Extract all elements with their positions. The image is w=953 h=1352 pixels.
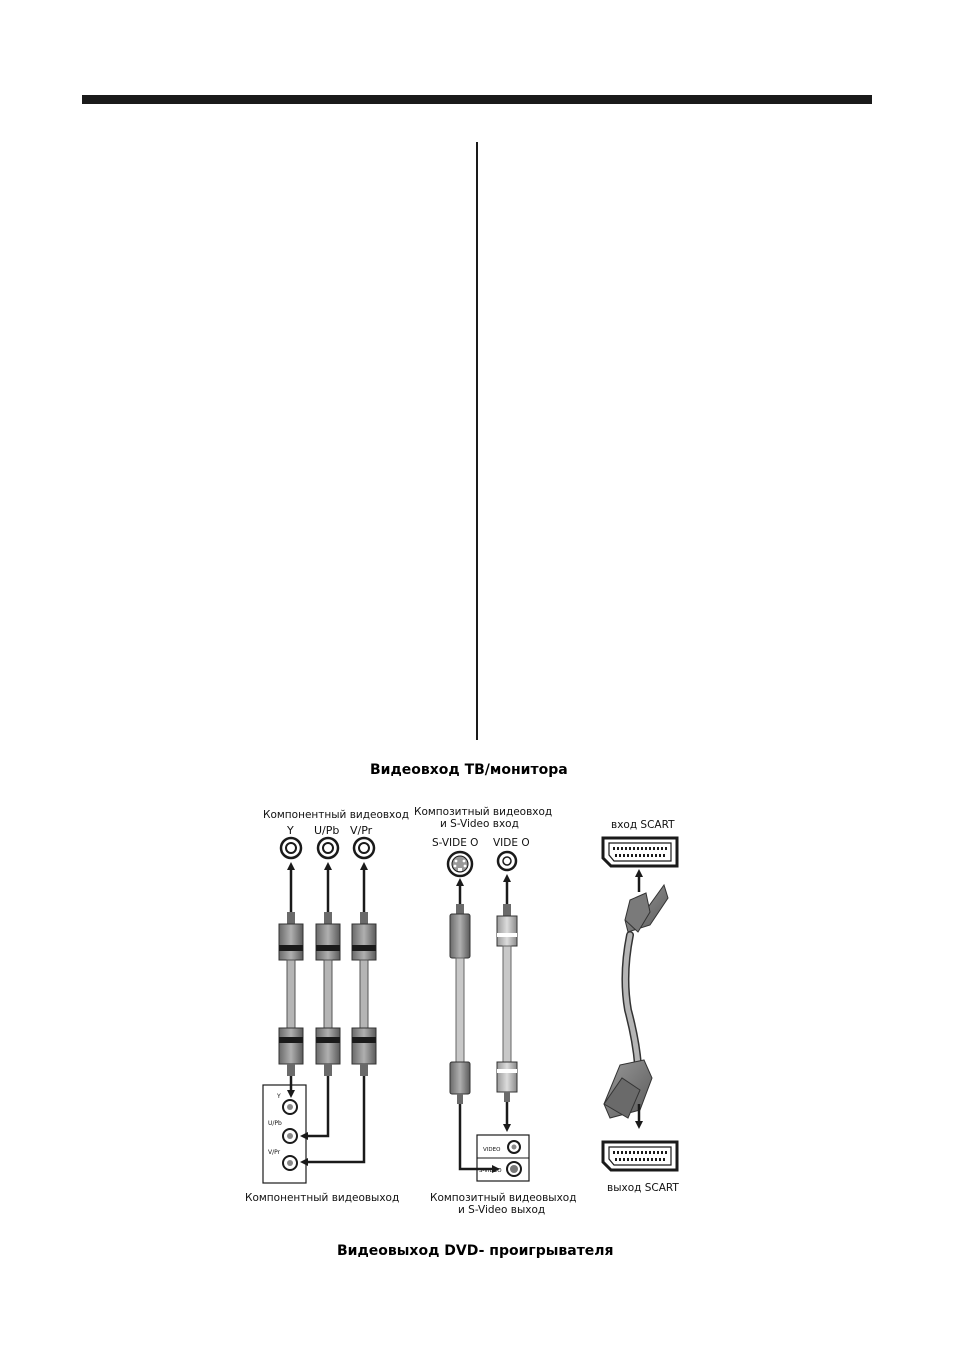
component-out-jack-vpr — [283, 1156, 297, 1170]
svideo-jack-icon — [448, 852, 472, 876]
composite-jack-svideo-label: S-VIDE O — [432, 837, 479, 849]
composite-output-title-2: и S-Video выход — [458, 1204, 546, 1216]
composite-out-svideo-label: S-VIDEO — [479, 1168, 502, 1174]
component-cable-upb — [316, 912, 340, 1076]
scart-input-label: вход SCART — [611, 819, 675, 831]
composite-output-title-1: Композитный видеовыход — [430, 1192, 577, 1204]
component-out-arrow-upb — [304, 1076, 328, 1136]
component-input-title: Компонентный видеовход — [263, 809, 409, 821]
component-jack-y-label: Y — [287, 824, 294, 837]
component-cable-vpr — [352, 912, 376, 1076]
composite-out-video-jack — [508, 1141, 520, 1153]
composite-out-video-label: VIDEO — [483, 1147, 501, 1153]
scart-cable — [604, 885, 668, 1118]
composite-input-title-1: Композитный видеовход — [414, 806, 553, 818]
scart-output-socket — [603, 1142, 677, 1170]
composite-input-title-2: и S-Video вход — [440, 818, 519, 830]
component-out-vpr-label: V/Pr — [268, 1149, 281, 1156]
svideo-cable — [450, 904, 470, 1104]
component-out-jack-upb — [283, 1129, 297, 1143]
component-jack-upb — [318, 838, 338, 858]
component-jack-upb-label: U/Pb — [314, 824, 340, 837]
component-out-y-label: Y — [277, 1093, 281, 1100]
scart-input-socket — [603, 838, 677, 866]
component-jack-vpr-label: V/Pr — [350, 824, 373, 837]
component-jack-y — [281, 838, 301, 858]
tv-input-heading: Видеовход ТВ/монитора — [370, 762, 568, 778]
composite-jack-video-label: VIDE O — [493, 837, 530, 849]
scart-output-label: выход SCART — [607, 1182, 679, 1194]
component-out-arrow-vpr — [304, 1076, 364, 1162]
component-cable-y — [279, 912, 303, 1076]
component-output-title: Компонентный видеовыход — [245, 1192, 400, 1204]
component-out-upb-label: U/Pb — [268, 1120, 282, 1127]
component-out-jack-y — [283, 1100, 297, 1114]
dvd-output-heading: Видеовыход DVD- проигрывателя — [337, 1243, 614, 1259]
composite-out-svideo-jack — [507, 1162, 521, 1176]
component-jack-vpr — [354, 838, 374, 858]
video-jack-icon — [498, 852, 516, 870]
video-cable — [497, 904, 517, 1102]
